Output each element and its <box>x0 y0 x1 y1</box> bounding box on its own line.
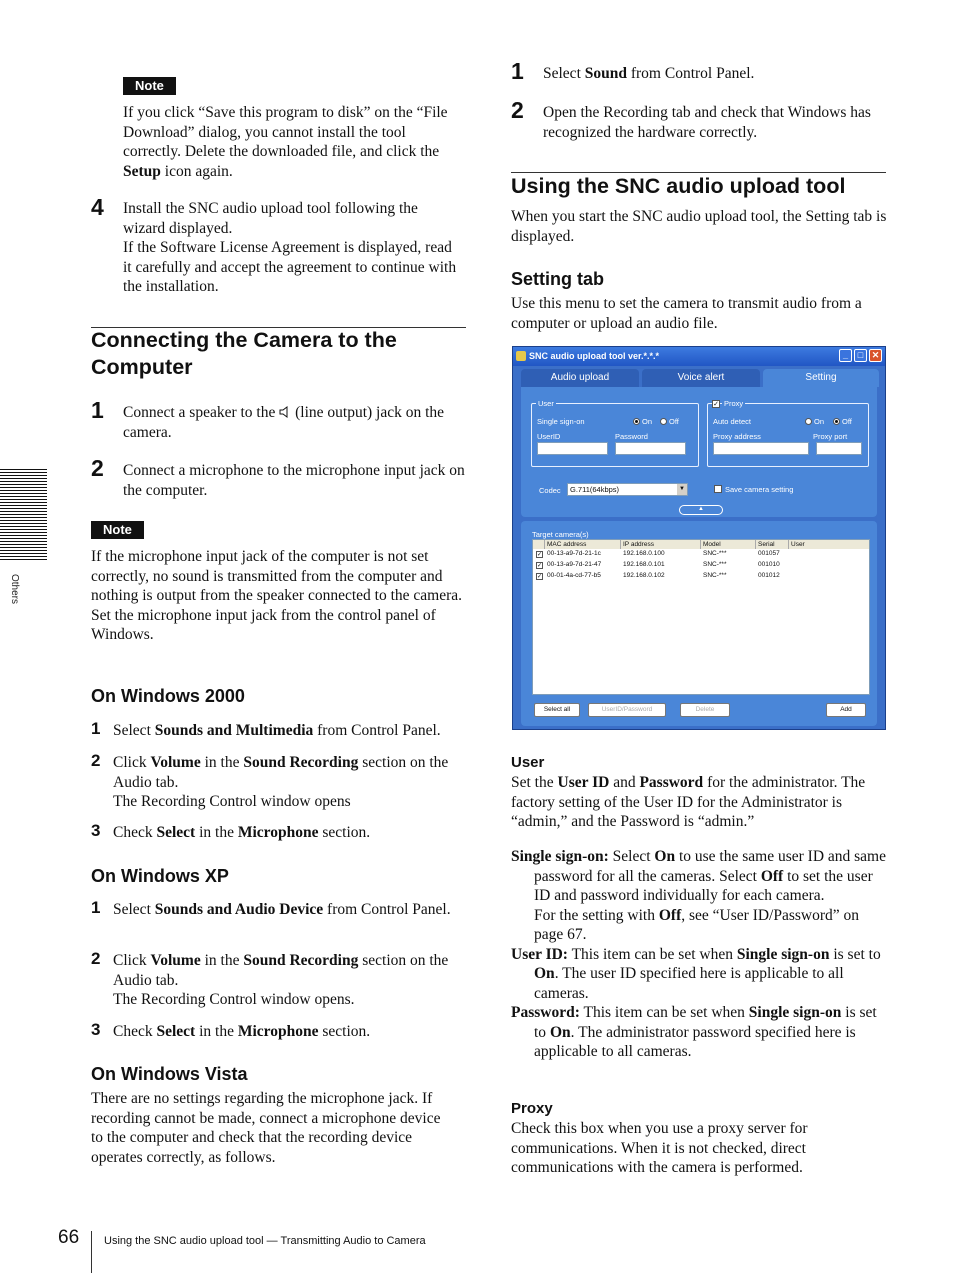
definition-single-sign-on: Single sign-on: Select On to use the same user ID and same password for all the cameras. Select Off to set the user ID and password individually for each camera. <box>511 848 886 904</box>
window-title: SNC audio upload tool ver.*.*.* <box>529 351 660 361</box>
heading-setting-tab: Setting tab <box>511 269 604 289</box>
sso-on-label: On <box>642 417 653 426</box>
step-number: 2 <box>91 949 101 968</box>
select-all-button[interactable]: Select all <box>534 703 580 717</box>
table-header: User <box>789 540 869 549</box>
single-sign-on-label: Single sign-on <box>537 417 585 426</box>
speaker-icon <box>279 404 291 416</box>
user-id-password-button[interactable]: UserID/Password <box>588 703 666 717</box>
table-header-select <box>533 540 545 549</box>
tab-audio-upload[interactable]: Audio upload <box>521 369 639 387</box>
definition-user-id: User ID: This item can be set when Single sign-on is set to On. The user ID specified here is applicable to all cameras. <box>511 945 881 1002</box>
user-group <box>531 399 699 467</box>
page-number: 66 <box>58 1227 80 1248</box>
proxy-group <box>707 399 869 467</box>
proxy-group-label: Proxy <box>724 399 744 408</box>
step-number: 4 <box>91 194 104 220</box>
heading-windows-vista: On Windows Vista <box>91 1064 248 1084</box>
heading-windows-2000: On Windows 2000 <box>91 686 245 706</box>
step-number: 2 <box>511 97 524 123</box>
heading-windows-xp: On Windows XP <box>91 866 229 886</box>
proxy-port-input[interactable] <box>816 442 862 455</box>
footer-divider <box>91 1231 92 1273</box>
note-label: Note <box>123 77 176 95</box>
step-number: 2 <box>91 751 101 770</box>
vista-text: There are no settings regarding the microphone jack. If recording cannot be made, connect a microphone device to the computer and check that the recording device operates correctly, as follows. <box>91 1090 441 1166</box>
proxy-address-label: Proxy address <box>713 432 761 441</box>
table-cell: 001012 <box>758 572 780 579</box>
row-checkbox[interactable]: ✓ <box>537 552 543 558</box>
step-text: Check Select in the Microphone section. <box>113 1023 371 1040</box>
step-number: 2 <box>91 455 104 481</box>
auto-detect-on-label: On <box>814 417 825 426</box>
side-tab-marker <box>0 469 47 561</box>
tab-setting[interactable]: Setting <box>763 369 879 387</box>
definition-password: Password: This item can be set when Single sign-on is set to On. The administrator password specified here is applicable to all cameras. <box>511 1004 877 1060</box>
auto-detect-off-radio[interactable] <box>833 418 840 425</box>
camera-table <box>532 539 870 695</box>
auto-detect-on-radio[interactable] <box>805 418 812 425</box>
step-text: Click Volume in the Sound Recording section on the Audio tab. The Recording Control window opens. <box>113 952 449 1008</box>
footer-text: Using the SNC audio upload tool — Transmitting Audio to Camera <box>104 1235 426 1247</box>
definition-single-sign-on-note: For the setting with Off, see “User ID/Password” on page 67. <box>534 906 860 943</box>
password-input[interactable] <box>615 442 686 455</box>
note-label: Note <box>91 521 144 539</box>
user-text: Set the User ID and Password for the administrator. The factory setting of the User ID for the Administrator is “admin,” and the Password is “admin.” <box>511 774 866 830</box>
step-number: 1 <box>91 397 104 423</box>
step-number: 3 <box>91 1020 101 1039</box>
save-camera-setting-checkbox[interactable] <box>714 485 722 493</box>
step-number: 1 <box>91 719 101 738</box>
minimize-icon[interactable]: _ <box>839 349 852 362</box>
table-cell: 00-13-a9-7d-21-47 <box>547 561 602 568</box>
delete-button[interactable]: Delete <box>680 703 730 717</box>
table-cell: 001057 <box>758 550 780 557</box>
note-text: If you click “Save this program to disk” on the “File Download” dialog, you cannot install the tool correctly. Delete the downloaded file, and click the Setup icon again. <box>123 104 448 180</box>
window-client <box>517 367 881 725</box>
table-cell: 00-13-a9-7d-21-1c <box>547 550 601 557</box>
collapse-toggle-button[interactable]: ▲ <box>679 505 723 515</box>
tab-voice-alert[interactable]: Voice alert <box>642 369 760 387</box>
table-header: IP address <box>621 540 701 549</box>
password-label: Password <box>615 432 648 441</box>
table-cell: SNC-*** <box>703 550 727 557</box>
table-header: MAC address <box>545 540 621 549</box>
table-cell: 192.168.0.101 <box>623 561 665 568</box>
title-bar <box>513 347 885 366</box>
add-button[interactable]: Add <box>826 703 866 717</box>
step-number: 1 <box>91 898 101 917</box>
table-cell: 001010 <box>758 561 780 568</box>
proxy-port-label: Proxy port <box>813 432 848 441</box>
step-text: Connect a microphone to the microphone input jack on the computer. <box>123 462 465 499</box>
table-cell: SNC-*** <box>703 561 727 568</box>
note-text: If the microphone input jack of the computer is not set correctly, no sound is transmitted from the computer and nothing is output from the speaker connected to the camera. Set the microphone input jack from the control panel of Windows. <box>91 548 463 643</box>
step-text: Select Sounds and Multimedia from Control Panel. <box>113 722 441 739</box>
step-text: Select Sound from Control Panel. <box>543 65 755 82</box>
user-id-input[interactable] <box>537 442 608 455</box>
proxy-checkbox[interactable]: ✓ <box>713 401 719 408</box>
definition-list <box>511 847 887 1062</box>
target-cameras-label: Target camera(s) <box>532 530 589 539</box>
sso-on-radio[interactable] <box>633 418 640 425</box>
step-text: Open the Recording tab and check that Windows has recognized the hardware correctly. <box>543 104 871 141</box>
step-text: Check Select in the Microphone section. <box>113 824 371 841</box>
settings-panel <box>521 387 877 517</box>
user-id-label: UserID <box>537 432 561 441</box>
row-checkbox[interactable]: ✓ <box>537 574 543 580</box>
table-cell: 192.168.0.102 <box>623 572 665 579</box>
section-heading-using: Using the SNC audio upload tool <box>511 174 846 198</box>
sso-off-label: Off <box>669 417 679 426</box>
step-text: Select Sounds and Audio Device from Control Panel. <box>113 901 451 918</box>
save-camera-setting-label: Save camera setting <box>725 485 794 494</box>
close-icon[interactable]: ✕ <box>869 349 882 362</box>
auto-detect-label: Auto detect <box>713 417 751 426</box>
step-number: 1 <box>511 58 524 84</box>
heading-proxy: Proxy <box>511 1100 553 1117</box>
table-cell: SNC-*** <box>703 572 727 579</box>
sso-off-radio[interactable] <box>660 418 667 425</box>
row-checkbox[interactable]: ✓ <box>537 563 543 569</box>
codec-label: Codec <box>539 486 561 495</box>
user-group-label: User <box>538 399 554 408</box>
section-heading-connecting: Connecting the Camera to the Computer <box>91 328 397 379</box>
app-icon <box>516 351 526 361</box>
table-header: Model <box>701 540 756 549</box>
step-text: Connect a speaker to the (line output) jack on the camera. <box>123 404 445 441</box>
step-text: Click Volume in the Sound Recording section on the Audio tab. The Recording Control window opens <box>113 754 449 810</box>
proxy-text: Check this box when you use a proxy server for communications. When it is not checked, direct communications with the camera is performed. <box>511 1120 808 1176</box>
setting-text: Use this menu to set the camera to transmit audio from a computer or upload an audio file. <box>511 295 862 332</box>
using-text: When you start the SNC audio upload tool, the Setting tab is displayed. <box>511 208 887 245</box>
table-cell: 192.168.0.100 <box>623 550 665 557</box>
maximize-icon[interactable]: □ <box>854 349 867 362</box>
proxy-address-input[interactable] <box>713 442 809 455</box>
target-cameras-panel <box>521 521 877 726</box>
app-screenshot <box>512 346 886 730</box>
step-number: 3 <box>91 821 101 840</box>
step-text: Install the SNC audio upload tool following the wizard displayed. If the Software License Agreement is displayed, read it carefully and accept the agreement to continue with the installation. <box>123 200 457 295</box>
table-header: Serial <box>756 540 789 549</box>
table-cell: 00-01-4a-cd-77-b5 <box>547 572 601 579</box>
codec-select[interactable]: G.711(64kbps) ▼ <box>567 483 688 496</box>
side-tab-label: Others <box>9 574 20 605</box>
heading-user: User <box>511 754 545 771</box>
chevron-down-icon: ▼ <box>677 484 687 495</box>
auto-detect-off-label: Off <box>842 417 852 426</box>
